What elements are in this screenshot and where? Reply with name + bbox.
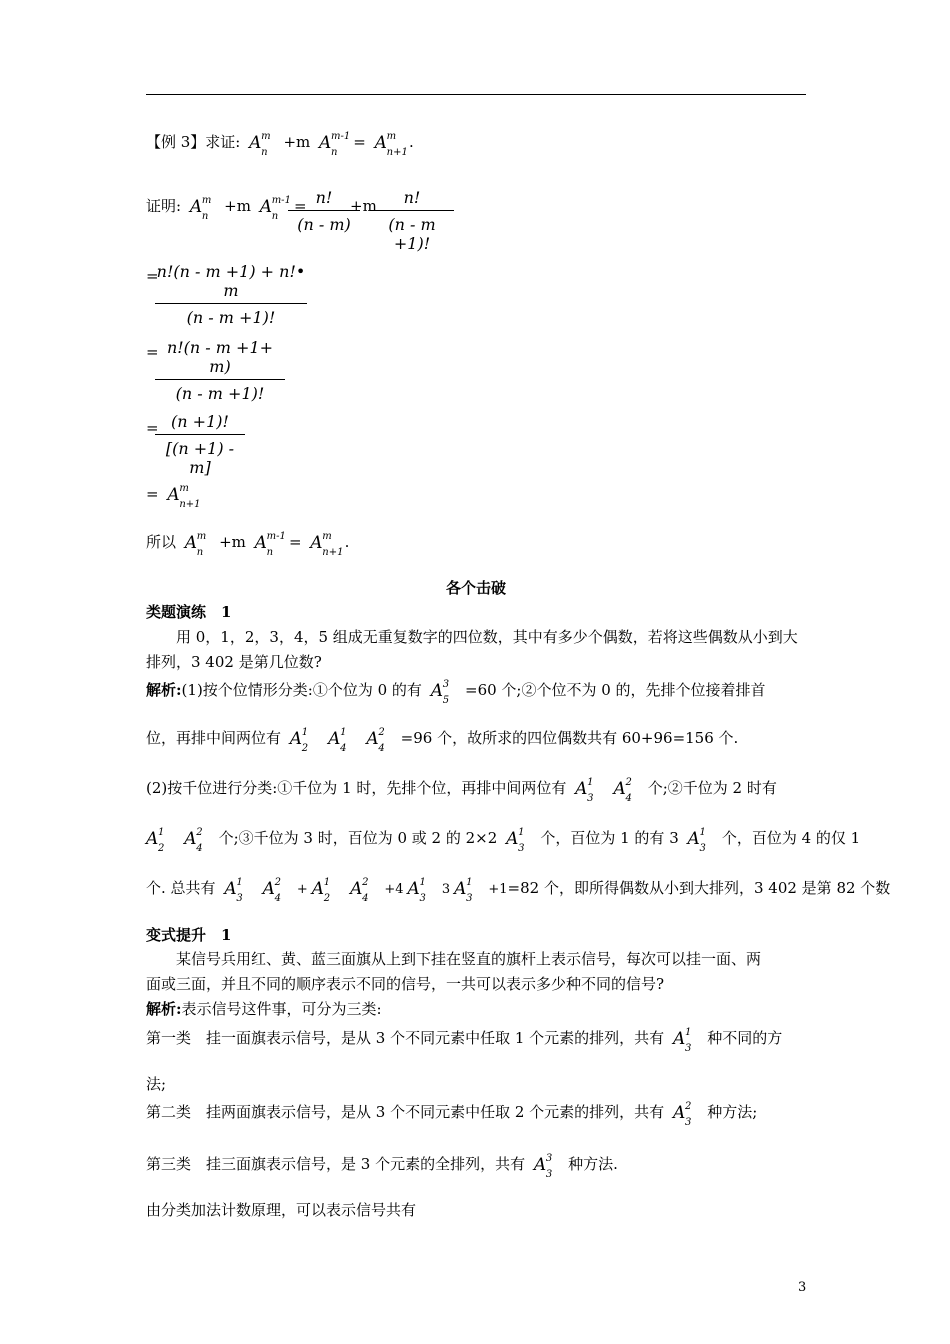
variant-answer-intro: 解析:表示信号这件事，可分为三类: [146, 1000, 382, 1018]
practice-answer-line2: 位，再排中间两位有 A 1 2 A 1 4 A 2 4 =96 个，故所求的四位偶数共有 60+96=156 个. [146, 727, 739, 754]
perm-symbol: A 1 4 [328, 727, 347, 754]
perm-symbol: A 1 2 [146, 827, 165, 854]
eq-sign: = [146, 267, 159, 285]
perm-symbol: A 2 4 [262, 877, 281, 904]
perm-symbol: A 1 3 [687, 827, 706, 854]
practice-answer-line4: A 1 2 A 2 4 个;③千位为 3 时，百位为 0 或 2 的 2×2 A 1 3 个，百位为 1 的有 3 A 1 3 个，百位为 4 的仅 1 [146, 827, 861, 854]
header-rule [146, 94, 806, 95]
practice-title: 类题演练 1 [146, 603, 232, 621]
proof-start: 证明: A m n +m A m-1 n = [146, 195, 307, 222]
perm-symbol: A 2 4 [613, 777, 632, 804]
variant-case2: 第二类 挂两面旗表示信号，是从 3 个不同元素中任取 2 个元素的排列，共有 A 2 3 种方法; [146, 1101, 758, 1128]
perm-symbol: A m n [189, 195, 212, 222]
perm-symbol: A 2 4 [184, 827, 203, 854]
perm-symbol: A m-1 n [319, 131, 351, 158]
variant-case1-end: 法; [146, 1075, 167, 1093]
eq-sign: = [146, 419, 159, 437]
perm-symbol: A 1 3 [672, 1027, 692, 1054]
perm-symbol: A 3 5 [430, 679, 450, 706]
fraction: n!(n - m +1+ m) (n - m +1)! [155, 338, 285, 403]
perm-symbol: A m n+1 [310, 531, 344, 558]
practice-question-line1: 用 0，1，2，3，4，5 组成无重复数字的四位数，其中有多少个偶数，若将这些偶数从小到大 [176, 628, 798, 646]
perm-symbol: A 2 4 [366, 727, 385, 754]
proof-result: = A m n+1 [146, 483, 201, 510]
section-title: 各个击破 [445, 579, 506, 597]
practice-answer-line5: 个. 总共有 A 1 3 A 2 4 + A 1 2 A 2 4 +4 A 1 3 3 A 1 3 +1=82 个，即所得偶数从小到大排列，3 402 是第 82 个数 [146, 877, 891, 904]
fraction: n!(n - m +1) + n!• m (n - m +1)! [156, 262, 306, 327]
perm-symbol: A 1 3 [224, 877, 243, 904]
variant-question-line1: 某信号兵用红、黄、蓝三面旗从上到下挂在竖直的旗杆上表示信号，每次可以挂一面、两 [176, 950, 762, 968]
example-statement: 【例 3】求证: A m n +m A m-1 n = A m n+1 . [146, 131, 414, 158]
variant-title: 变式提升 1 [146, 926, 232, 944]
perm-symbol: A m-1 n [259, 195, 291, 222]
proof-label: 证明: [146, 197, 182, 215]
variant-case1: 第一类 挂一面旗表示信号，是从 3 个不同元素中任取 1 个元素的排列，共有 A 1 3 种不同的方 [146, 1027, 783, 1054]
perm-symbol: A 3 3 [533, 1153, 553, 1180]
perm-symbol: A m n [249, 131, 271, 158]
proof-conclusion: 所以 A m n +m A m-1 n = A m n+1 . [146, 531, 350, 558]
practice-answer-line1: 解析:(1)按个位情形分类:①个位为 0 的有 A 3 5 =60 个;②个位不为 0 的，先排个位接着排首 [146, 679, 766, 706]
example-label: 【例 3】求证: [146, 133, 241, 151]
perm-symbol: A 1 2 [289, 727, 309, 754]
perm-symbol: A m n [184, 531, 207, 558]
eq-sign: = [146, 343, 159, 361]
variant-case3: 第三类 挂三面旗表示信号，是 3 个元素的全排列，共有 A 3 3 种方法. [146, 1153, 618, 1180]
perm-symbol: A 1 3 [407, 877, 426, 904]
perm-symbol: A 1 3 [506, 827, 525, 854]
perm-symbol: A 2 4 [350, 877, 369, 904]
practice-answer-line3: (2)按千位进行分类:①千位为 1 时，先排个位，再排中间两位有 A 1 3 A 2 4 个;②千位为 2 时有 [146, 777, 777, 804]
perm-symbol: A m-1 n [254, 531, 286, 558]
perm-symbol: A 1 3 [454, 877, 473, 904]
variant-final-line: 由分类加法计数原理，可以表示信号共有 [146, 1201, 417, 1219]
practice-question-line2: 排列，3 402 是第几位数? [146, 653, 322, 671]
plus-m: +m [350, 197, 377, 215]
fraction: (n +1)! [(n +1) - m] [155, 412, 245, 477]
perm-symbol: A 1 3 [575, 777, 594, 804]
perm-symbol: A m n+1 [167, 483, 201, 510]
perm-symbol: A 2 3 [672, 1101, 692, 1128]
perm-symbol: A m n+1 [374, 131, 408, 158]
page-number: 3 [798, 1280, 807, 1295]
perm-symbol: A 1 2 [311, 877, 331, 904]
fraction: n! (n - m) [288, 188, 360, 234]
variant-question-line2: 面或三面，并且不同的顺序表示不同的信号，一共可以表示多少种不同的信号? [146, 975, 665, 993]
fraction: n! (n - m +1)! [370, 188, 454, 253]
